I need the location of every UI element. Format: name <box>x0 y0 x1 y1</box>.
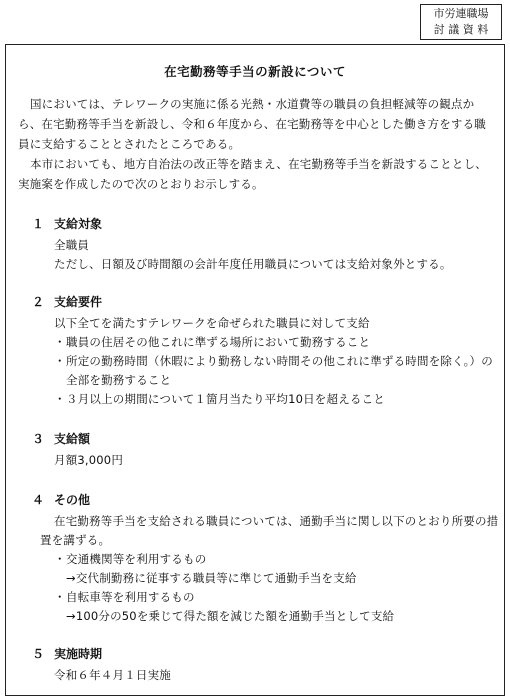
bullet-mark: ・ <box>54 552 66 566</box>
bullet-mark: ・ <box>54 354 66 368</box>
section-4-title: その他 <box>54 493 91 507</box>
section-4-lead-2: 置を講ずる。 <box>40 533 111 547</box>
section-2-bullet-2-text: 所定の勤務時間（休暇により勤務しない時間その他これに準ずる時間を除く。）の <box>66 354 493 368</box>
section-1-heading <box>32 215 102 232</box>
section-2-bullet-3 <box>54 390 385 408</box>
section-5-line-1: 令和６年４月１日実施 <box>54 668 171 682</box>
bullet-mark: ・ <box>54 590 66 604</box>
bullet-mark: ・ <box>54 335 66 349</box>
section-4-item-2-text: 自転車等を利用するもの <box>66 590 195 604</box>
section-2-bullet-2 <box>54 352 493 370</box>
section-2-title: 支給要件 <box>54 295 103 309</box>
section-4-lead-1: 在宅勤務等手当を支給される職員については、通勤手当に関し以下のとおり所要の措 <box>54 514 499 528</box>
section-4-number: ４ <box>32 493 45 507</box>
bullet-mark: ・ <box>54 392 66 406</box>
section-1-title: 支給対象 <box>54 217 103 231</box>
section-2-heading <box>32 293 102 310</box>
section-1-number: １ <box>32 217 45 231</box>
document-stamp <box>420 4 502 40</box>
section-3-title: 支給額 <box>54 432 91 446</box>
section-2-bullet-1 <box>54 333 370 351</box>
section-2-number: ２ <box>32 295 45 309</box>
section-4-item-1-text: 交通機関等を利用するもの <box>66 552 207 566</box>
section-4-heading <box>32 491 90 508</box>
section-1-line-1: 全職員 <box>54 238 90 252</box>
section-3-number: ３ <box>32 432 45 446</box>
section-3-heading <box>32 430 90 447</box>
section-2-bullet-2-cont: 全部を勤務すること <box>66 373 172 387</box>
section-1-line-2: ただし、日額及び時間額の会計年度任用職員については支給対象外とする。 <box>54 257 452 271</box>
stamp-line-1: 市労連職場 <box>433 7 489 20</box>
section-2-bullet-1-text: 職員の住居その他これに準ずる場所において勤務すること <box>66 335 371 349</box>
section-4-item-1 <box>54 550 206 568</box>
section-5-title: 実施時期 <box>54 647 103 661</box>
section-5-heading <box>32 645 102 662</box>
section-4-item-2 <box>54 588 195 606</box>
section-2-lead: 以下全てを満たすテレワークを命ぜられた職員に対して支給 <box>54 316 370 330</box>
section-4-item-1-detail: →交代制勤務に従事する職員等に準じて通勤手当を支給 <box>66 571 357 585</box>
section-5-number: ５ <box>32 647 45 661</box>
document-title: 在宅勤務等手当の新設について <box>164 64 346 79</box>
section-2-bullet-3-text: ３月以上の期間について１箇月当たり平均10日を超えること <box>66 392 386 406</box>
intro-paragraph-2: 本市においても、地方自治法の改正等を踏まえ、在宅勤務等手当を新設することとし、実施案を作成したので次のとおりお示しする。 <box>18 157 487 191</box>
intro-paragraph-1: 国においては、テレワークの実施に係る光熱・水道費等の職員の負担軽減等の観点から、在宅勤務等手当を新設し、令和６年度から、在宅勤務等を中心とした働き方をする職員に支給することとされたところである。 <box>18 97 486 151</box>
section-4-item-2-detail: →100分の50を乗じて得た額を減じた額を通勤手当として支給 <box>66 609 395 623</box>
section-3-line-1: 月額3,000円 <box>54 453 124 467</box>
stamp-line-2: 討 議 資 料 <box>433 23 489 36</box>
